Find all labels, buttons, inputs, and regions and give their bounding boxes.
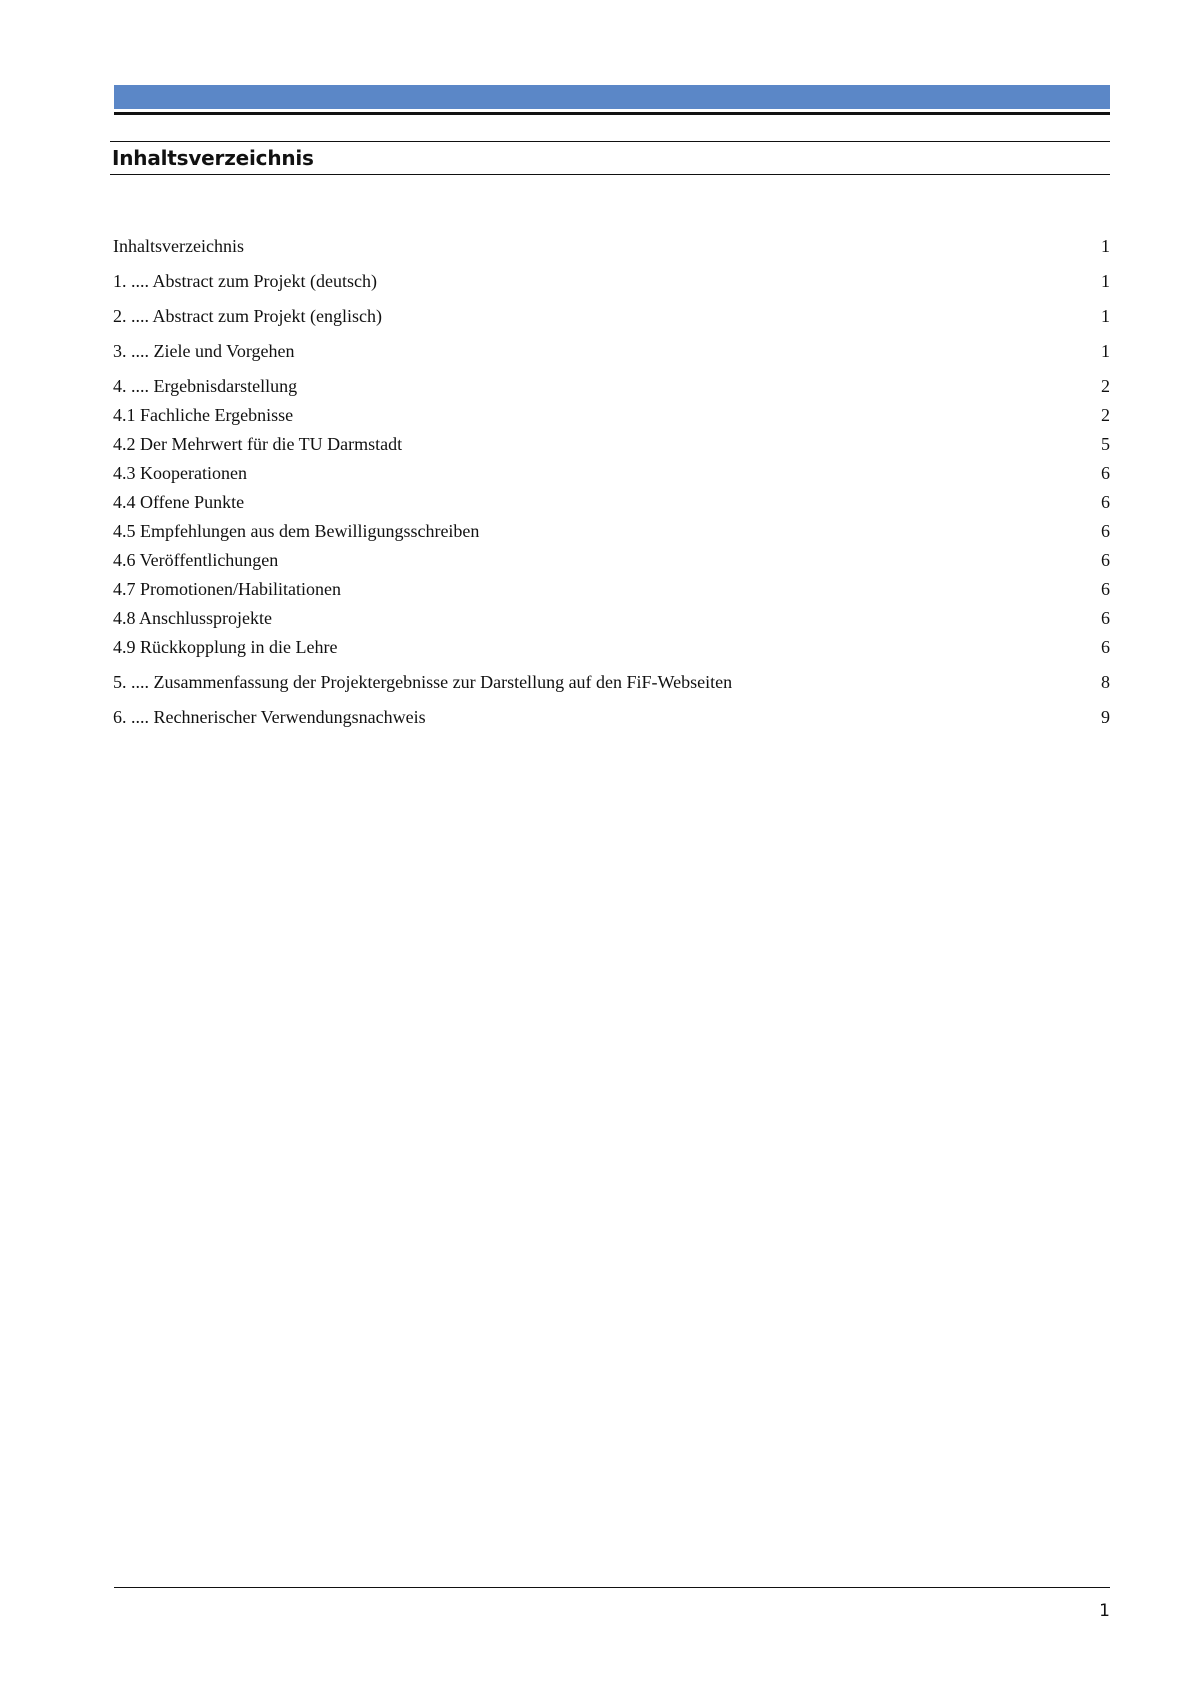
toc-entry-4-7[interactable] [113,577,1110,601]
toc-entry-page: 6 [1101,608,1110,628]
toc-entry-3[interactable] [113,339,1110,363]
toc-entry-page: 1 [1101,341,1110,361]
toc-entry-2[interactable] [113,304,1110,328]
footer-rule [114,1587,1110,1588]
toc-entry-4[interactable] [113,374,1110,398]
toc-entry-title: 5. .... Zusammenfassung der Projektergebnisse zur Darstellung auf den FiF-Webseiten [113,672,733,692]
toc-entry-page: 6 [1101,579,1110,599]
toc-entry-page: 8 [1101,672,1110,692]
toc-entry-page: 1 [1101,306,1110,326]
toc-entry-6[interactable] [113,705,1110,729]
toc-entry-page: 2 [1101,376,1110,396]
toc-entry-5[interactable] [113,670,1110,694]
toc-entry-inhaltsverzeichnis[interactable] [113,234,1110,258]
toc-entry-title: 4.8 Anschlussprojekte [113,608,272,628]
page-title: Inhaltsverzeichnis [112,146,314,170]
toc-entry-title: 4. .... Ergebnisdarstellung [113,376,298,396]
toc-entry-page: 1 [1101,271,1110,291]
toc-entry-title: 4.9 Rückkopplung in die Lehre [113,637,338,657]
toc-entry-page: 6 [1101,637,1110,657]
toc-entry-title: 4.2 Der Mehrwert für die TU Darmstadt [113,434,403,454]
toc-entry-title: 1. .... Abstract zum Projekt (deutsch) [113,271,377,291]
toc-entry-title: 4.6 Veröffentlichungen [113,550,279,570]
toc-entry-page: 6 [1101,521,1110,541]
toc-entry-page: 6 [1101,463,1110,483]
toc-entry-4-3[interactable] [113,461,1110,485]
toc-entry-4-2[interactable] [113,432,1110,456]
toc-entry-page: 1 [1101,236,1110,256]
toc-entry-title: 4.4 Offene Punkte [113,492,245,512]
toc-entry-1[interactable] [113,269,1110,293]
toc-entry-title: 3. .... Ziele und Vorgehen [113,341,295,361]
toc-entry-4-4[interactable] [113,490,1110,514]
toc-entry-page: 2 [1101,405,1110,425]
toc-entry-4-8[interactable] [113,606,1110,630]
page-number: 1 [1099,1601,1110,1621]
toc-entry-title: 4.1 Fachliche Ergebnisse [113,405,294,425]
toc-entry-4-1[interactable] [113,403,1110,427]
toc-entry-4-6[interactable] [113,548,1110,572]
toc-entry-4-5[interactable] [113,519,1110,543]
table-of-contents [0,0,1190,760]
toc-entry-title: 4.7 Promotionen/Habilitationen [113,579,341,599]
toc-entry-page: 6 [1101,550,1110,570]
toc-entry-page: 9 [1101,707,1110,727]
toc-entry-title: 6. .... Rechnerischer Verwendungsnachweis [113,707,426,727]
toc-entry-title: Inhaltsverzeichnis [113,236,244,256]
toc-entry-4-9[interactable] [113,635,1110,659]
toc-entry-title: 4.3 Kooperationen [113,463,247,483]
toc-entry-page: 5 [1101,434,1110,454]
toc-entry-page: 6 [1101,492,1110,512]
toc-entry-title: 4.5 Empfehlungen aus dem Bewilligungsschreiben [113,521,480,541]
toc-entry-title: 2. .... Abstract zum Projekt (englisch) [113,306,382,326]
